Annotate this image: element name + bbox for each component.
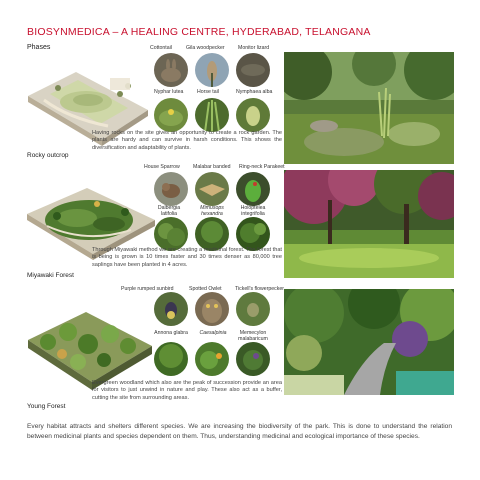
phase-label-miyawaki-forest: Miyawaki Forest: [27, 272, 74, 279]
dalbergia-latifolia-image: [154, 217, 188, 251]
description-rocky-outcrop: Having rocks on the site gives an opportunity to create a rock garden. The plants are hardy and can survive in harsh conditions. This shows the diversification and adaptability of plants.: [92, 130, 282, 151]
phases-heading: Phases: [27, 44, 51, 51]
caesalpinia-image: [195, 342, 229, 376]
nymphaea-alba-image: [236, 98, 270, 132]
species-label: Cottontail: [150, 45, 172, 51]
nyphar-lutea-image: [154, 98, 188, 132]
holoptelea-integrifolia-image: [236, 217, 270, 251]
phase-label-young-forest: Young Forest: [27, 403, 66, 410]
horse-tail-image: [195, 98, 229, 132]
description-miyawaki-forest: Through Miyawaki method we are creating a medicinal forest. The forest that is being is grown is 10 times faster and 30 times denser as 80,000 tree saplings have been planted in 4 acres.: [92, 247, 282, 268]
purple-rumped-sunbird-image: [154, 292, 188, 326]
annona-glabra-image: [154, 342, 188, 376]
species-label: Spotted Owlet: [189, 286, 222, 292]
footer-text: Every habitat attracts and shelters different species. We are increasing the biodiversity of the park. This is done to understand the relation between medicinal plants and species dependent on them. Thus, understanding medicinal and ecological importance of these species.: [27, 423, 452, 440]
tickells-flowerpecker-image: [236, 292, 270, 326]
species-label[interactable]: Dalbergia latifolia: [157, 205, 181, 217]
species-label: Horse tail: [197, 89, 219, 95]
photo-miyawaki-forest: [284, 170, 454, 278]
species-label: Nymphaea alba: [236, 89, 273, 95]
species-label: Gila woodpecker: [186, 45, 225, 51]
page-title: BIOSYNMEDICA – A HEALING CENTRE, HYDERABAD, TELANGANA: [27, 26, 371, 38]
photo-young-forest: [284, 289, 454, 395]
species-label: Ring-neck Parakeet: [239, 164, 285, 170]
phase-label-rocky-outcrop: Rocky outcrop: [27, 152, 69, 159]
malabar-banded-image: [195, 172, 229, 206]
species-label: Malabar banded: [193, 164, 231, 170]
description-young-forest: Evergreen woodland which also are the peak of succession provide an area for visitors to just unwind in nature and play. These also act as a buffer, cutting the site from surrounding areas.: [92, 380, 282, 401]
species-label: Monitor lizard: [238, 45, 270, 51]
spotted-owlet-image: [195, 292, 229, 326]
monitor-lizard-image: [236, 53, 270, 87]
species-label: Memecylon malabaricum: [238, 330, 268, 342]
gila-woodpecker-image: [195, 53, 229, 87]
mimusops-hexandra-image: [195, 217, 229, 251]
memecylon-malabaricum-image: [236, 342, 270, 376]
species-label: House Sparrow: [144, 164, 180, 170]
species-label: Mimusops hexandra: [200, 205, 224, 217]
ring-neck-parakeet-image: [236, 172, 270, 206]
species-label: Holoptelea integrifolia: [240, 205, 266, 217]
species-label: Nyphar lutea: [154, 89, 184, 95]
cottontail-image: [154, 53, 188, 87]
species-label: Annona glabra: [154, 330, 188, 336]
photo-rock-garden: [284, 52, 454, 164]
house-sparrow-image: [154, 172, 188, 206]
species-label: Caesalpinia: [199, 330, 227, 336]
species-label: Purple rumped sunbird: [121, 286, 174, 292]
species-label: Tickell's flowerpecker: [235, 286, 284, 292]
